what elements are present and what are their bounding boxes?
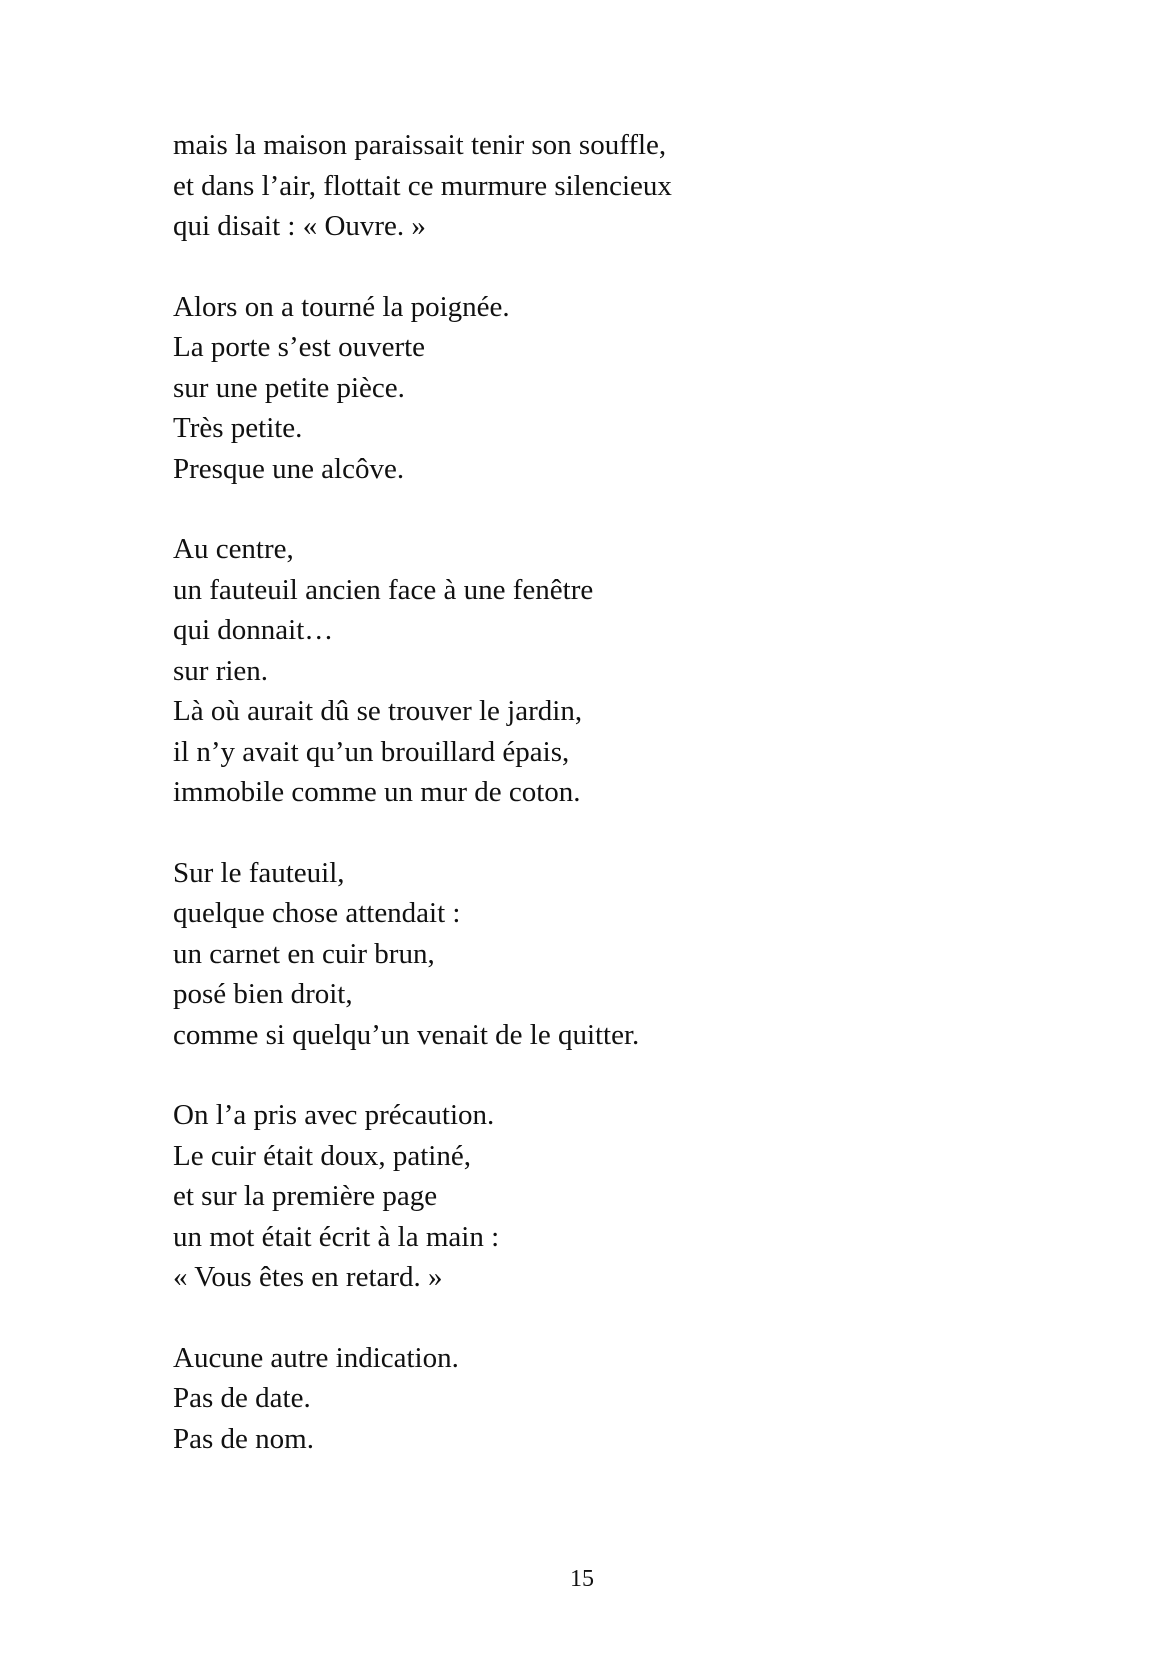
text-line: un carnet en cuir brun,	[173, 937, 435, 970]
text-line: Alors on a tourné la poignée.	[173, 290, 510, 323]
text-line: Presque une alcôve.	[173, 452, 405, 485]
text-line: Là où aurait dû se trouver le jardin,	[173, 695, 583, 727]
text-line: il n’y avait qu’un brouillard épais,	[173, 735, 570, 768]
text-line: et dans l’air, flottait ce murmure silencieux	[173, 169, 672, 202]
text-line: Au centre,	[173, 533, 294, 565]
text-line: un mot était écrit à la main :	[173, 1220, 500, 1253]
text-line: posé bien droit,	[173, 978, 353, 1010]
text-line: sur une petite pièce.	[173, 371, 405, 404]
text-line: comme si quelqu’un venait de le quitter.	[173, 1018, 640, 1051]
text-line: Très petite.	[173, 412, 303, 444]
text-line: qui disait : « Ouvre. »	[173, 210, 426, 242]
text-line: qui donnait…	[173, 614, 334, 646]
text-line: un fauteuil ancien face à une fenêtre	[173, 573, 594, 606]
text-line: immobile comme un mur de coton.	[173, 776, 581, 808]
text-line: et sur la première page	[173, 1180, 438, 1212]
text-line: mais la maison paraissait tenir son souffle,	[173, 129, 667, 161]
stanza	[173, 1338, 1073, 1460]
text-line: Aucune autre indication.	[173, 1341, 459, 1374]
text-line: quelque chose attendait :	[173, 897, 461, 929]
text-line: « Vous êtes en retard. »	[173, 1261, 443, 1293]
stanza	[173, 853, 1073, 1056]
text-line: La porte s’est ouverte	[173, 331, 426, 363]
text-line: Pas de nom.	[173, 1422, 314, 1455]
text-line: On l’a pris avec précaution.	[173, 1099, 495, 1131]
page-number: 15	[570, 1566, 594, 1592]
stanza	[173, 125, 1073, 247]
stanza	[173, 1095, 1073, 1298]
text-line: Pas de date.	[173, 1382, 311, 1414]
stanza	[173, 529, 1073, 813]
text-line: Sur le fauteuil,	[173, 856, 345, 889]
text-line: sur rien.	[173, 654, 269, 687]
stanza	[173, 287, 1073, 490]
poem-text	[173, 125, 1073, 1499]
text-line: Le cuir était doux, patiné,	[173, 1139, 471, 1172]
